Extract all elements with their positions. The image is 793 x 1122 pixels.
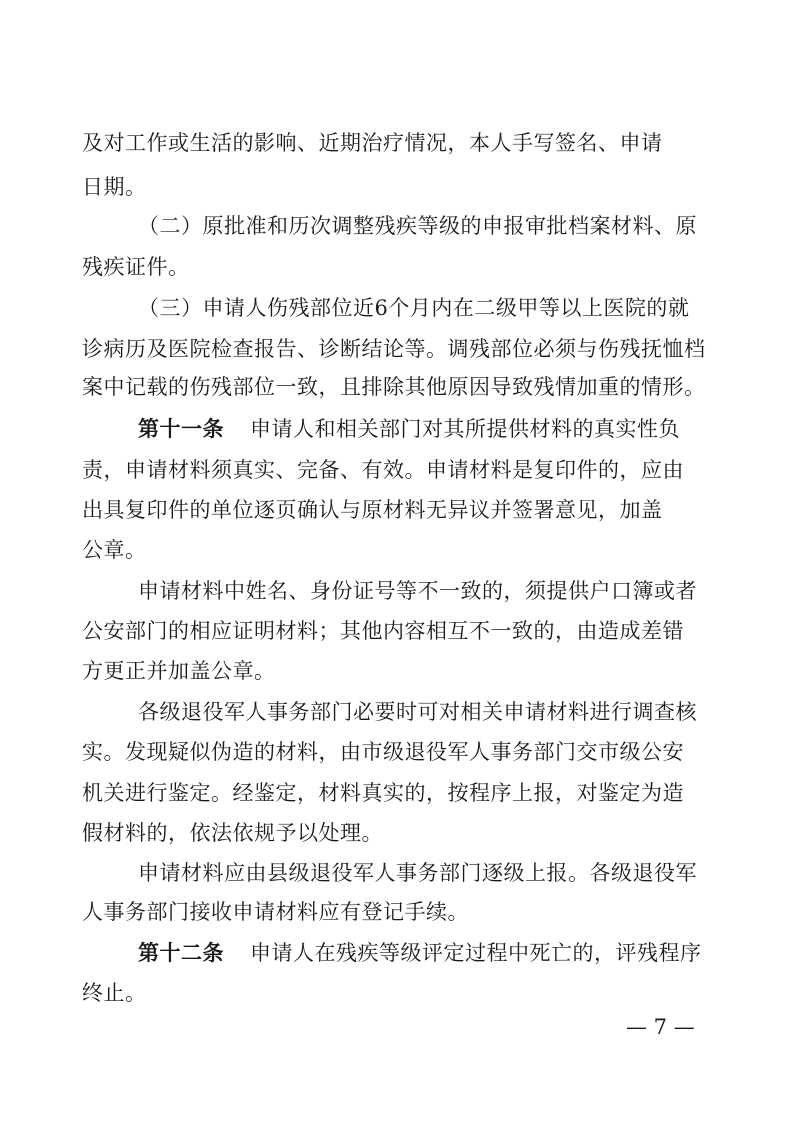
- body-line: 假材料的，依法依规予以处理。: [82, 821, 383, 845]
- body-line: 案中记载的伤残部位一致，且排除其他原因导致残情加重的情形。: [82, 375, 706, 399]
- body-line: （二）原批准和历次调整残疾等级的申报审批档案材料、原: [138, 214, 697, 238]
- body-text: 申请人和相关部门对其所提供材料的真实性负: [250, 417, 680, 441]
- body-line: 公章。: [82, 538, 147, 562]
- article-11-first-line: [138, 415, 680, 443]
- body-line: 实。发现疑似伪造的材料，由市级退役军人事务部门交市级公安: [82, 740, 684, 764]
- article-12-first-line: [138, 939, 702, 967]
- body-line: 人事务部门接收申请材料应有登记手续。: [82, 900, 469, 924]
- body-line: 机关进行鉴定。经鉴定，材料真实的，按程序上报，对鉴定为造: [82, 781, 684, 805]
- body-line: 方更正并加盖公章。: [82, 659, 276, 683]
- body-text: 申请人在残疾等级评定过程中死亡的，评残程序: [250, 941, 702, 965]
- body-line: 出具复印件的单位逐页确认与原材料无异议并签署意见，加盖: [82, 498, 663, 522]
- article-11-heading: 第十一条: [138, 417, 224, 441]
- body-line: 终止。: [82, 981, 147, 1005]
- body-line: 公安部门的相应证明材料；其他内容相互不一致的，由造成差错: [82, 619, 684, 643]
- body-line: 申请材料中姓名、身份证号等不一致的，须提供户口簿或者: [138, 579, 697, 603]
- article-12-heading: 第十二条: [138, 941, 224, 965]
- body-line: 各级退役军人事务部门必要时可对相关申请材料进行调查核: [138, 700, 697, 724]
- body-line: 诊病历及医院检查报告、诊断结论等。调残部位必须与伤残抚恤档: [82, 337, 706, 361]
- body-line: 及对工作或生活的影响、近期治疗情况，本人手写签名、申请: [82, 131, 663, 155]
- body-line: 申请材料应由县级退役军人事务部门逐级上报。各级退役军: [138, 861, 697, 885]
- body-line: 责，申请材料须真实、完备、有效。申请材料是复印件的，应由: [82, 458, 684, 482]
- body-line: 日期。: [82, 175, 147, 199]
- body-line: （三）申请人伤残部位近6个月内在二级甲等以上医院的就: [138, 296, 690, 320]
- page-number: — 7 —: [626, 1015, 695, 1039]
- body-line: 残疾证件。: [82, 255, 190, 279]
